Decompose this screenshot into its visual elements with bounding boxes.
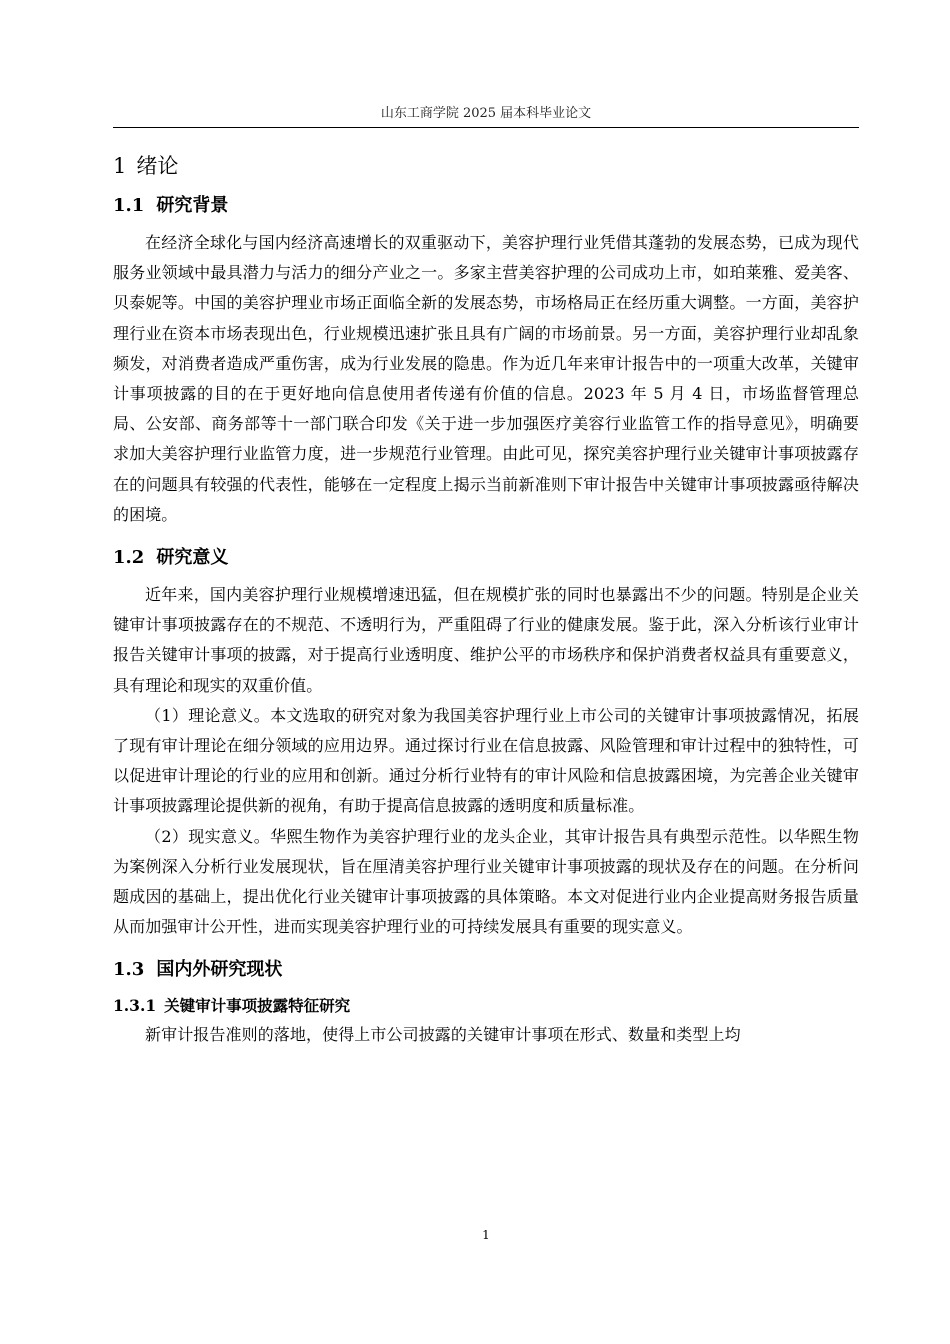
- header-rule: [113, 127, 859, 128]
- page-content: [113, 150, 859, 1051]
- section-title: 研究意义: [156, 547, 229, 569]
- chapter-title: 绪论: [136, 154, 179, 178]
- running-header: 山东工商学院 2025 届本科毕业论文: [380, 106, 592, 121]
- section-title: 研究背景: [156, 195, 229, 216]
- section-heading-1-3: [113, 954, 859, 986]
- section-number: 1.2: [113, 547, 145, 569]
- paragraph: 在经济全球化与国内经济高速增长的双重驱动下，美容护理行业凭借其蓬勃的发展态势，已成为现代服务业领域中最具潜力与活力的细分产业之一。多家主营美容护理的公司成功上市，如珀莱雅、爱美客、贝泰妮等。中国的美容护理业市场正面临全新的发展态势，市场格局正在经历重大调整。一方面，美容护理行业在资本市场表现出色，行业规模迅速扩张且具有广阔的市场前景。另一方面，美容护理行业却乱象频发，对消费者造成严重伤害，成为行业发展的隐患。作为近几年来审计报告中的一项重大改革，关键审计事项披露的目的在于更好地向信息使用者传递有价值的信息。2023 年 5 月 4 日，市场监督管理总局、公安部、商务部等十一部门联合印发《关于进一步加强医疗美容行业监管工作的指导意见》，明确要求加大美容护理行业监管力度，进一步规范行业管理。由此可见，探究美容护理行业关键审计事项披露存在的问题具有较强的代表性，能够在一定程度上揭示当前新准则下审计报告中关键审计事项披露亟待解决的困境。: [113, 233, 859, 524]
- section-number: 1.1: [113, 195, 145, 216]
- section-number: 1.3: [113, 959, 145, 981]
- paragraph: 近年来，国内美容护理行业规模增速迅猛，但在规模扩张的同时也暴露出不少的问题。特别是企业关键审计事项披露存在的不规范、不透明行为，严重阻碍了行业的健康发展。鉴于此，深入分析该行业审计报告关键审计事项的披露，对于提高行业透明度、维护公平的市场秩序和保护消费者权益具有重要意义，具有理论和现实的双重价值。: [113, 585, 859, 695]
- section-heading-1-2: [113, 542, 859, 574]
- page-number: 1: [482, 1228, 490, 1242]
- chapter-heading: [113, 150, 859, 182]
- subsection-heading-1-3-1: [113, 992, 859, 1020]
- subsection-number: 1.3.1: [113, 996, 157, 1016]
- paragraph-theoretical-significance: （1）理论意义。本文选取的研究对象为我国美容护理行业上市公司的关键审计事项披露情况，拓展了现有审计理论在细分领域的应用边界。通过探讨行业在信息披露、风险管理和审计过程中的独特性，可以促进审计理论的行业的应用和创新。通过分析行业特有的审计风险和信息披露困境，为完善企业关键审计事项披露理论提供新的视角，有助于提高信息披露的透明度和质量标准。: [113, 705, 859, 816]
- paragraph-practical-significance: （2）现实意义。华熙生物作为美容护理行业的龙头企业，其审计报告具有典型示范性。以华熙生物为案例深入分析行业发展现状，旨在厘清美容护理行业关键审计事项披露的现状及存在的问题。在分析问题成因的基础上，提出优化行业关键审计事项披露的具体策略。本文对促进行业内企业提高财务报告质量从而加强审计公开性，进而实现美容护理行业的可持续发展具有重要的现实意义。: [113, 826, 859, 937]
- section-title: 国内外研究现状: [156, 959, 283, 981]
- section-heading-1-1: [113, 190, 859, 222]
- chapter-number: 1: [113, 154, 127, 178]
- subsection-title: 关键审计事项披露特征研究: [164, 996, 351, 1016]
- paragraph: 新审计报告准则的落地，使得上市公司披露的关键审计事项在形式、数量和类型上均: [145, 1025, 741, 1045]
